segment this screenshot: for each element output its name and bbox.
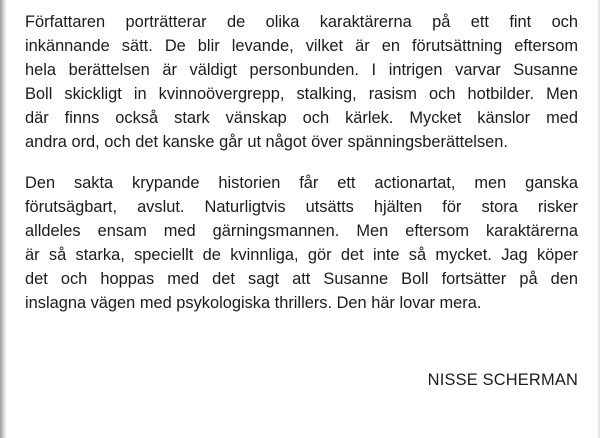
- paragraph-1: [25, 10, 578, 154]
- paragraph-1-line: hela berättelsen är väldigt personbunden. I intrigen varvar Susanne: [25, 61, 578, 79]
- paragraph-1-line: Författaren porträtterar de olika karaktärerna på ett fint och: [25, 13, 578, 31]
- paragraph-2-line: inslagna vägen med psykologiska thrillers. Den här lovar mera.: [25, 294, 482, 312]
- paragraph-2-line: det och hoppas med det sagt att Susanne Boll fortsätter på den: [25, 270, 578, 288]
- paragraph-2-line: alldeles ensam med gärningsmannen. Men eftersom karaktärerna: [25, 222, 578, 240]
- paragraph-1-line: Boll skickligt in kvinnoövergrepp, stalking, rasism och hotbilder. Men: [25, 85, 578, 103]
- page-left-border: [0, 0, 6, 438]
- paragraph-2-line: är så starka, speciellt de kvinnliga, gör det inte så mycket. Jag köper: [25, 246, 578, 264]
- paragraph-2: [25, 171, 578, 315]
- author-signature: NISSE SCHERMAN: [427, 371, 578, 389]
- article-body: [25, 10, 578, 332]
- paragraph-1-line: där finns också stark vänskap och kärlek. Mycket känslor med: [25, 109, 578, 127]
- paragraph-1-line: inkännande sätt. De blir levande, vilket är en förutsättning eftersom: [25, 37, 578, 55]
- paragraph-2-line: förutsägbart, avslut. Naturligtvis utsätts hjälten för stora risker: [25, 198, 578, 216]
- paragraph-2-line: Den sakta krypande historien får ett actionartat, men ganska: [25, 174, 578, 192]
- paragraph-1-line: andra ord, och det kanske går ut något över spänningsberättelsen.: [25, 133, 508, 151]
